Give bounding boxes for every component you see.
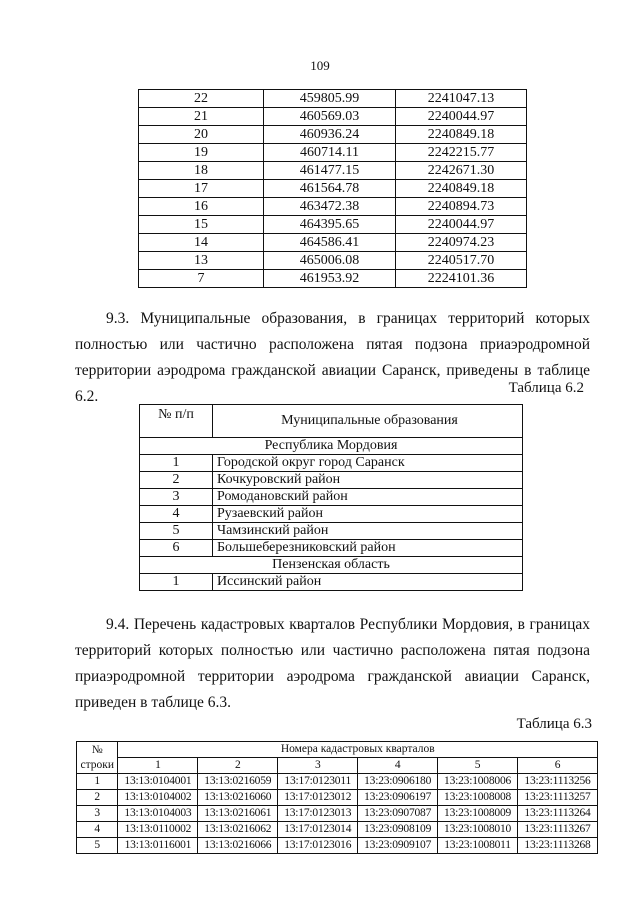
cadastral-number: 13:13:0104002 (118, 790, 198, 806)
row-number: 3 (77, 806, 118, 822)
paragraph-9-3: 9.3. Муниципальные образования, в границах территорий которых полностью или частично расположена пятая подзона приаэродромной территории аэродрома гражданской авиации Саранск, приведены в таблице 6.2. (75, 310, 590, 405)
header-group: Номера кадастровых кварталов (118, 742, 598, 758)
cadastral-number: 13:23:1113264 (518, 806, 598, 822)
row-number: 5 (77, 838, 118, 854)
cadastral-table (76, 741, 598, 854)
table-cell: 2224101.36 (396, 270, 527, 288)
cadastral-number: 13:13:0216066 (198, 838, 278, 854)
table-cell: 13 (139, 252, 264, 270)
municipality-name: Городской округ город Саранск (213, 455, 523, 472)
region-name: Пензенская область (140, 557, 523, 574)
cadastral-number: 13:13:0110002 (118, 822, 198, 838)
cadastral-number: 13:23:0907087 (358, 806, 438, 822)
header-name: Муниципальные образования (213, 405, 523, 438)
table-header-row (77, 742, 598, 758)
row-number: 1 (140, 574, 213, 591)
table-cell: 2240044.97 (396, 216, 527, 234)
table-row (139, 90, 527, 108)
table-cell: 16 (139, 198, 264, 216)
column-number: 5 (438, 758, 518, 774)
table-cell: 461564.78 (264, 180, 396, 198)
table-row (139, 108, 527, 126)
table-row (140, 489, 523, 506)
table-row (139, 144, 527, 162)
paragraph-9-4: 9.4. Перечень кадастровых кварталов Республики Мордовия, в границах территорий которых полностью или частично расположена пятая подзона приаэродромной территории аэродрома гражданской авиации Саранск, приведен в таблице 6.3. (75, 616, 590, 711)
column-number: 6 (518, 758, 598, 774)
table-cell: 461477.15 (264, 162, 396, 180)
row-number: 1 (77, 774, 118, 790)
table-row (140, 455, 523, 472)
cadastral-number: 13:17:0123011 (278, 774, 358, 790)
table-row (140, 472, 523, 489)
cadastral-number: 13:17:0123013 (278, 806, 358, 822)
cadastral-number: 13:23:1113257 (518, 790, 598, 806)
table-6-3-caption: Таблица 6.3 (516, 716, 592, 732)
cadastral-number: 13:23:1008009 (438, 806, 518, 822)
municipality-name: Чамзинский район (213, 523, 523, 540)
cadastral-number: 13:23:0906197 (358, 790, 438, 806)
header-rownum: № строки (77, 742, 118, 774)
table-row (139, 252, 527, 270)
cadastral-number: 13:17:0123016 (278, 838, 358, 854)
table-cell: 460714.11 (264, 144, 396, 162)
cadastral-number: 13:23:1113256 (518, 774, 598, 790)
table-row (140, 523, 523, 540)
municipality-name: Кочкуровский район (213, 472, 523, 489)
cadastral-number: 13:23:0906180 (358, 774, 438, 790)
column-number: 4 (358, 758, 438, 774)
region-row (140, 557, 523, 574)
table-colnum-row (77, 758, 598, 774)
table-cell: 2240974.23 (396, 234, 527, 252)
table-row (140, 574, 523, 591)
cadastral-number: 13:23:0908109 (358, 822, 438, 838)
table-row (139, 234, 527, 252)
cadastral-number: 13:23:1113268 (518, 838, 598, 854)
row-number: 4 (77, 822, 118, 838)
row-number: 3 (140, 489, 213, 506)
cadastral-number: 13:23:1113267 (518, 822, 598, 838)
municipality-name: Рузаевский район (213, 506, 523, 523)
table-cell: 2242215.77 (396, 144, 527, 162)
cadastral-number: 13:17:0123012 (278, 790, 358, 806)
column-number: 2 (198, 758, 278, 774)
table-row (140, 540, 523, 557)
header-num: № п/п (140, 405, 213, 438)
table-cell: 15 (139, 216, 264, 234)
table-cell: 465006.08 (264, 252, 396, 270)
table-cell: 21 (139, 108, 264, 126)
cadastral-number: 13:13:0216059 (198, 774, 278, 790)
table-cell: 2241047.13 (396, 90, 527, 108)
table-cell: 2240517.70 (396, 252, 527, 270)
table-row (139, 180, 527, 198)
region-name: Республика Мордовия (140, 438, 523, 455)
table-cell: 20 (139, 126, 264, 144)
table-header-row (140, 405, 523, 438)
municipality-name: Иссинский район (213, 574, 523, 591)
table-row (77, 806, 598, 822)
cadastral-number: 13:23:1008008 (438, 790, 518, 806)
cadastral-number: 13:23:1008011 (438, 838, 518, 854)
table-row (139, 162, 527, 180)
table-row (77, 774, 598, 790)
table-cell: 460569.03 (264, 108, 396, 126)
table-6-2-caption: Таблица 6.2 (508, 380, 584, 396)
row-number: 6 (140, 540, 213, 557)
table-cell: 2240894.73 (396, 198, 527, 216)
municipalities-table (139, 404, 523, 591)
table-cell: 19 (139, 144, 264, 162)
cadastral-number: 13:23:0909107 (358, 838, 438, 854)
cadastral-number: 13:13:0216062 (198, 822, 278, 838)
row-number: 5 (140, 523, 213, 540)
cadastral-number: 13:17:0123014 (278, 822, 358, 838)
table-row (139, 198, 527, 216)
table-cell: 464395.65 (264, 216, 396, 234)
table-cell: 14 (139, 234, 264, 252)
row-number: 4 (140, 506, 213, 523)
table-row (139, 126, 527, 144)
row-number: 2 (140, 472, 213, 489)
cadastral-number: 13:13:0216061 (198, 806, 278, 822)
cadastral-number: 13:13:0216060 (198, 790, 278, 806)
table-cell: 18 (139, 162, 264, 180)
table-cell: 2242671.30 (396, 162, 527, 180)
table-cell: 460936.24 (264, 126, 396, 144)
table-row (77, 822, 598, 838)
cadastral-number: 13:23:1008006 (438, 774, 518, 790)
table-row (77, 838, 598, 854)
page-number: 109 (310, 58, 330, 73)
column-number: 3 (278, 758, 358, 774)
table-cell: 459805.99 (264, 90, 396, 108)
table-row (77, 790, 598, 806)
table-row (140, 506, 523, 523)
table-cell: 461953.92 (264, 270, 396, 288)
cadastral-number: 13:23:1008010 (438, 822, 518, 838)
cadastral-number: 13:13:0104003 (118, 806, 198, 822)
table-row (139, 216, 527, 234)
table-cell: 17 (139, 180, 264, 198)
table-cell: 2240849.18 (396, 126, 527, 144)
coordinates-table (138, 89, 527, 288)
table-cell: 7 (139, 270, 264, 288)
cadastral-number: 13:13:0104001 (118, 774, 198, 790)
table-cell: 463472.38 (264, 198, 396, 216)
municipality-name: Большеберезниковский район (213, 540, 523, 557)
cadastral-number: 13:13:0116001 (118, 838, 198, 854)
table-cell: 2240849.18 (396, 180, 527, 198)
municipality-name: Ромодановский район (213, 489, 523, 506)
region-row (140, 438, 523, 455)
table-cell: 2240044.97 (396, 108, 527, 126)
table-cell: 464586.41 (264, 234, 396, 252)
table-cell: 22 (139, 90, 264, 108)
table-row (139, 270, 527, 288)
row-number: 1 (140, 455, 213, 472)
column-number: 1 (118, 758, 198, 774)
row-number: 2 (77, 790, 118, 806)
